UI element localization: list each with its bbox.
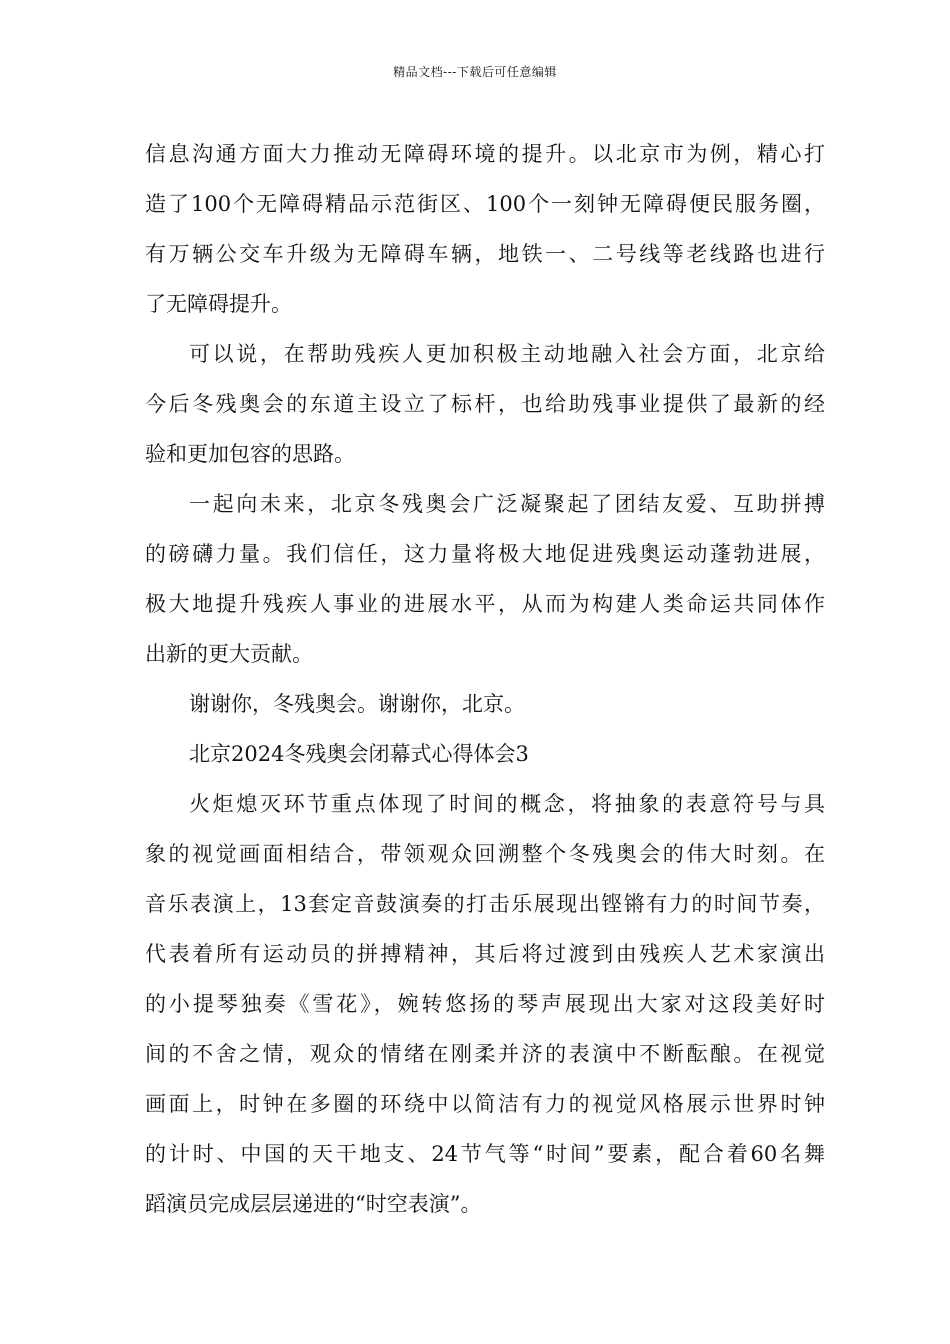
section-heading: 北京2024冬残奥会闭幕式心得体会3 xyxy=(189,742,529,766)
text-line: 的计时、中国的天干地支、24节气等“时间”要素，配合着60名舞 xyxy=(145,1142,825,1166)
text-line: 有万辆公交车升级为无障碍车辆，地铁一、二号线等老线路也进行 xyxy=(145,242,825,266)
text-line: 信息沟通方面大力推动无障碍环境的提升。以北京市为例，精心打 xyxy=(145,142,825,166)
text-line: 音乐表演上，13套定音鼓演奏的打击乐展现出铿锵有力的时间节奏， xyxy=(145,892,825,916)
text-line: 蹈演员完成层层递进的“时空表演”。 xyxy=(145,1192,482,1216)
text-line: 造了100个无障碍精品示范街区、100个一刻钟无障碍便民服务圈， xyxy=(145,192,825,216)
text-line: 验和更加包容的思路。 xyxy=(145,442,355,466)
document-body xyxy=(145,129,825,1229)
text-line: 画面上，时钟在多圈的环绕中以简洁有力的视觉风格展示世界时钟 xyxy=(145,1092,825,1116)
paragraph-first-line: 火炬熄灭环节重点体现了时间的概念，将抽象的表意符号与具 xyxy=(189,792,825,816)
text-line: 间的不舍之情，观众的情绪在刚柔并济的表演中不断酝酿。在视觉 xyxy=(145,1042,825,1066)
text-line: 了无障碍提升。 xyxy=(145,292,292,316)
text-line: 出新的更大贡献。 xyxy=(145,642,313,666)
text-line: 极大地提升残疾人事业的进展水平，从而为构建人类命运共同体作 xyxy=(145,592,825,616)
paragraph-first-line: 谢谢你，冬残奥会。谢谢你，北京。 xyxy=(189,692,525,716)
text-line: 的小提琴独奏《雪花》，婉转悠扬的琴声展现出大家对这段美好时 xyxy=(145,992,825,1016)
text-line: 的磅礴力量。我们信任，这力量将极大地促进残奥运动蓬勃进展， xyxy=(145,542,825,566)
paragraph-first-line: 可以说，在帮助残疾人更加积极主动地融入社会方面，北京给 xyxy=(189,342,825,366)
text-line: 今后冬残奥会的东道主设立了标杆，也给助残事业提供了最新的经 xyxy=(145,392,825,416)
page-header: 精品文档---下载后可任意编辑 xyxy=(393,65,557,79)
paragraph-first-line: 一起向未来，北京冬残奥会广泛凝聚起了团结友爱、互助拼搏 xyxy=(189,492,825,516)
text-line: 代表着所有运动员的拼搏精神，其后将过渡到由残疾人艺术家演出 xyxy=(145,942,825,966)
text-line: 象的视觉画面相结合，带领观众回溯整个冬残奥会的伟大时刻。在 xyxy=(145,842,825,866)
